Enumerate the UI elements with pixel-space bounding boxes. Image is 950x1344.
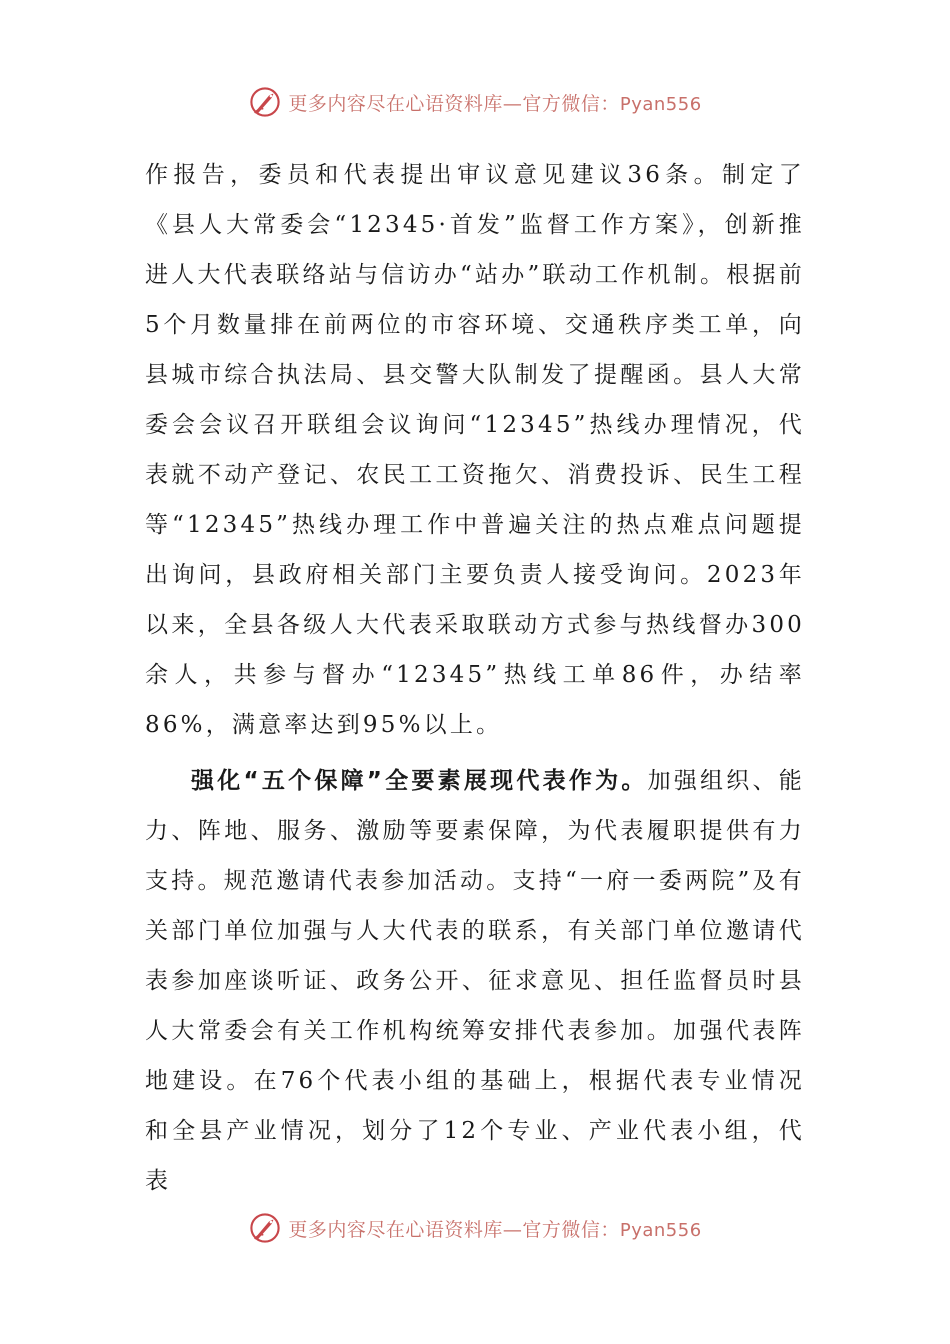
paragraph-1 bbox=[145, 150, 805, 750]
banner-main: 更多内容尽在心语资料库 bbox=[288, 1218, 503, 1241]
paragraph-2 bbox=[145, 756, 805, 1206]
banner-dash: — bbox=[502, 92, 523, 115]
paragraph-2-lead: 强化“五个保障”全要素展现代表作为。 bbox=[191, 768, 648, 794]
footer-banner bbox=[0, 1208, 950, 1248]
document-body bbox=[145, 150, 805, 1206]
pen-nib-logo-icon bbox=[248, 1211, 282, 1245]
banner-label: 官方微信： bbox=[522, 92, 620, 115]
pen-nib-logo-icon bbox=[248, 85, 282, 119]
banner-dash: — bbox=[502, 1218, 523, 1241]
paragraph-1-text: 作报告，委员和代表提出审议意见建议36条。制定了《县人大常委会“12345·首发”监督工作方案》，创新推进人大代表联络站与信访办“站办”联动工作机制。根据前5个月数量排在前两位的市容环境、交通秩序类工单，向县城市综合执法局、县交警大队制发了提醒函。县人大常委会会议召开联组会议询问“12345”热线办理情况，代表就不动产登记、农民工工资拖欠、消费投诉、民生工程等“12345”热线办理工作中普遍关注的热点难点问题提出询问，县政府相关部门主要负责人接受询问。2023年以来，全县各级人大代表采取联动方式参与热线督办300余人，共参与督办“12345”热线工单86件，办结率86%，满意率达到95%以上。 bbox=[145, 162, 805, 738]
banner-main: 更多内容尽在心语资料库 bbox=[288, 92, 503, 115]
header-banner bbox=[0, 82, 950, 122]
banner-wechat-id: Pyan556 bbox=[619, 1219, 702, 1241]
banner-text bbox=[288, 1215, 701, 1242]
banner-text bbox=[288, 89, 701, 116]
banner-label: 官方微信： bbox=[522, 1218, 620, 1241]
banner-wechat-id: Pyan556 bbox=[619, 93, 702, 115]
paragraph-2-text: 加强组织、能力、阵地、服务、激励等要素保障，为代表履职提供有力支持。规范邀请代表参加活动。支持“一府一委两院”及有关部门单位加强与人大代表的联系，有关部门单位邀请代表参加座谈听证、政务公开、征求意见、担任监督员时县人大常委会有关工作机构统筹安排代表参加。加强代表阵地建设。在76个代表小组的基础上，根据代表专业情况和全县产业情况，划分了12个专业、产业代表小组，代表 bbox=[145, 768, 805, 1194]
